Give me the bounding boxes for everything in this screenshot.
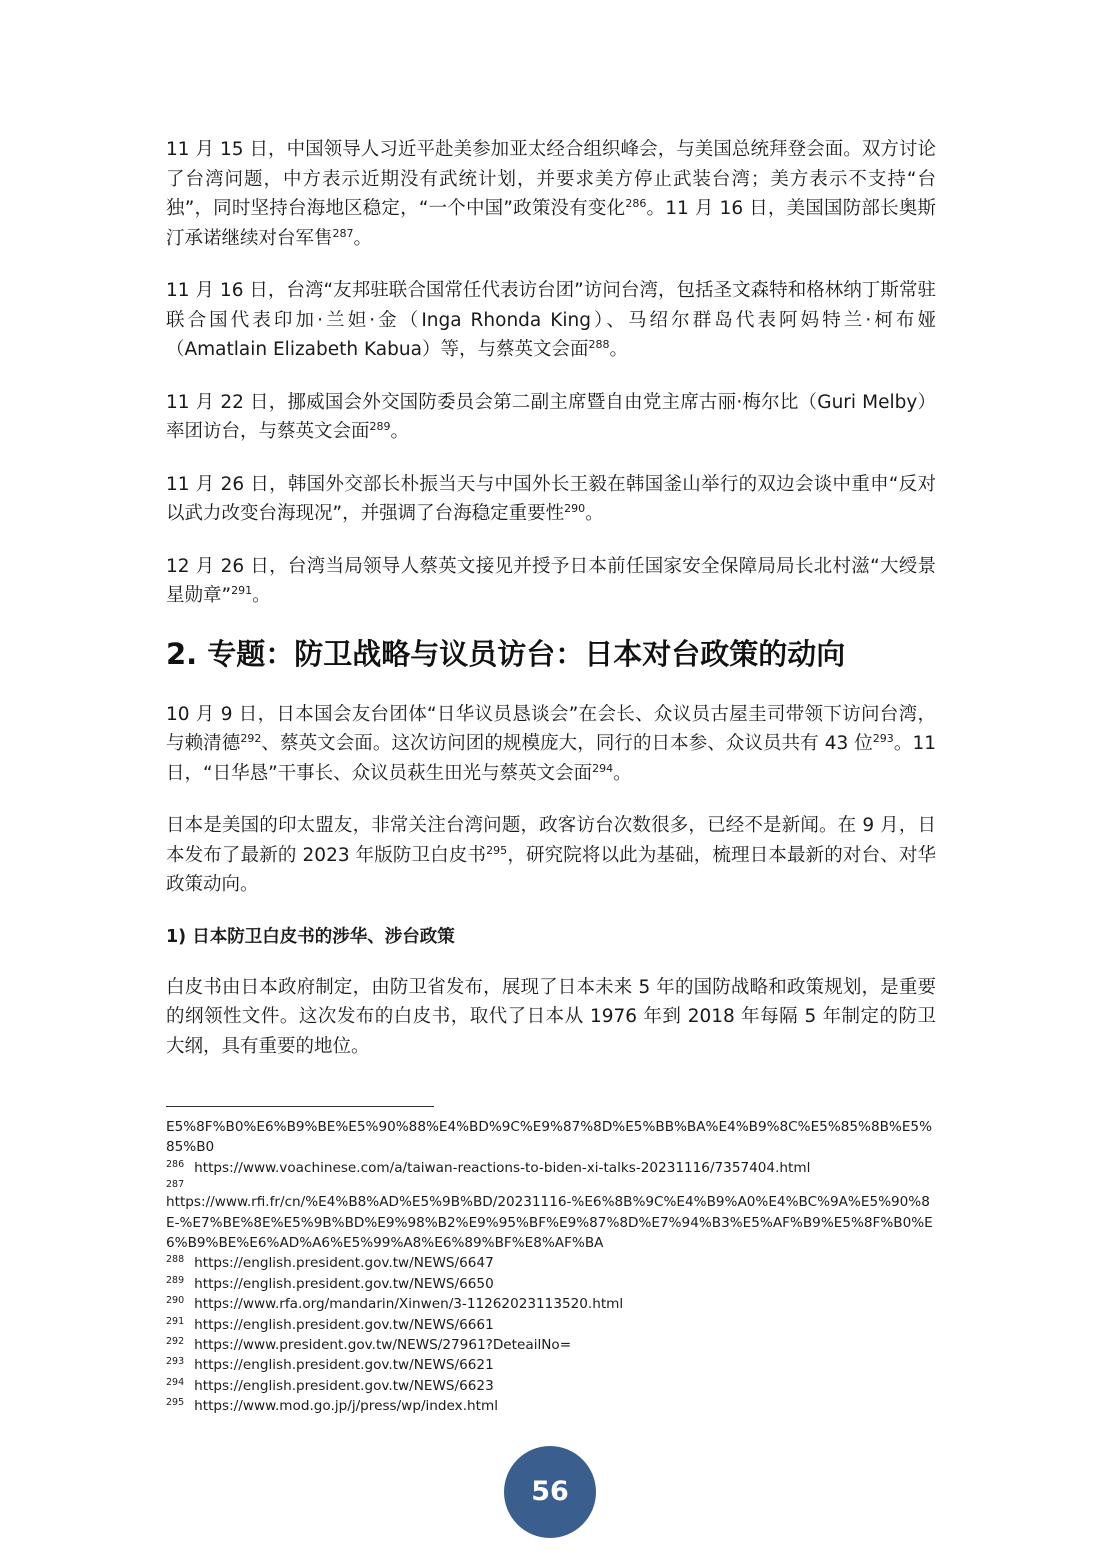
footnote-link[interactable]: https://english.president.gov.tw/NEWS/6623 [194, 1377, 494, 1394]
footnote-number: 289 [166, 1274, 185, 1286]
footnote-number: 295 [166, 1397, 185, 1409]
paragraph: 11 月 26 日，韩国外交部长朴振当天与中国外长王毅在韩国釜山举行的双边会谈中重申“反对以武力改变台海现况”，并强调了台海稳定重要性$^{290}$。 [166, 473, 936, 524]
footnote-link[interactable]: https://www.mod.go.jp/j/press/wp/index.html [194, 1398, 499, 1415]
footnote [166, 1396, 936, 1416]
paragraph: 白皮书由日本政府制定，由防卫省发布，展现了日本未来 5 年的国防战略和政策规划，是重要的纲领性文件。这次发布的白皮书，取代了日本从 1976 年到 2018 年每隔 5 年制定的防卫大纲，具有重要的地位。 [166, 976, 936, 1057]
footnote [166, 1253, 936, 1273]
footnote [166, 1178, 936, 1253]
footnote [166, 1294, 936, 1314]
footnote-ref[interactable]: 292 [240, 731, 262, 745]
footnote-link[interactable]: https://english.president.gov.tw/NEWS/6647 [194, 1255, 494, 1272]
main-content [166, 135, 936, 1084]
subsection-title: 1) 日本防卫白皮书的涉华、涉台政策 [166, 926, 455, 947]
footnote-number: 294 [166, 1376, 185, 1388]
paragraph: 10 月 9 日，日本国会友台团体“日华议员恳谈会”在会长、众议员古屋圭司带领下访问台湾，与赖清德$^{292}$、蔡英文会面。这次访问团的规模庞大，同行的日本参、众议员共有 43 位$^{293}$。11 日，“日华恳”干事长、众议员萩生田光与蔡英文会面$^{294}$。 [166, 703, 936, 784]
footnote-link[interactable]: https://www.rfi.fr/cn/%E4%B8%AD%E5%9B%BD/20231116-%E6%8B%9C%E4%B9%A0%E4%BC%9A%E5%90%8E-%E7%BE%8E%E5%9B%BD%E9%98%B2%E9%95%BF%E9%87%8D%E7%94%B3%E5%AF%B9%E5%8F%B0%E6%B9%BE%E6%AD%A6%E5%99%A8%E6%89%BF%E8%AF%BA [166, 1194, 933, 1252]
footnote [166, 1315, 936, 1335]
paragraph: 日本是美国的印太盟友，非常关注台湾问题，政客访台次数很多，已经不是新闻。在 9 月，日本发布了最新的 2023 年版防卫白皮书$^{295}$，研究院将以此为基础，梳理日本最新的对台、对华政策动向。 [166, 815, 937, 895]
footnote-ref[interactable]: 291 [231, 583, 253, 597]
page-number-badge: 56 [504, 1446, 596, 1538]
footnote-number: 291 [166, 1315, 185, 1327]
footnote-link[interactable]: https://english.president.gov.tw/NEWS/6661 [194, 1316, 494, 1333]
footnote-ref[interactable]: 288 [588, 337, 610, 351]
footnote-ref[interactable]: 287 [332, 226, 354, 240]
footnote-number: 286 [166, 1158, 185, 1170]
footnote-separator [166, 1106, 434, 1107]
footnote-number: 292 [166, 1336, 185, 1348]
footnote-link[interactable]: https://www.voachinese.com/a/taiwan-reactions-to-biden-xi-talks-20231116/7357404.html [194, 1159, 811, 1176]
footnote-link[interactable]: https://www.president.gov.tw/NEWS/27961?DeteailNo= [194, 1337, 572, 1354]
paragraph: 11 月 22 日，挪威国会外交国防委员会第二副主席暨自由党主席古丽·梅尔比（Guri Melby）率团访台，与蔡英文会面$^{289}$。 [166, 391, 936, 442]
footnote-link[interactable]: https://english.president.gov.tw/NEWS/6621 [194, 1357, 494, 1374]
footnote-ref[interactable]: 289 [369, 419, 391, 433]
footnote [166, 1376, 936, 1396]
footnote-ref[interactable]: 294 [592, 761, 614, 775]
footnote-number: 288 [166, 1254, 185, 1266]
footnote-ref[interactable]: 293 [872, 731, 894, 745]
footnote-number: 293 [166, 1356, 185, 1368]
footnote [166, 1274, 936, 1294]
section-title: 2. 专题：防卫战略与议员访台：日本对台政策的动向 [166, 636, 846, 671]
footnote-link[interactable]: https://english.president.gov.tw/NEWS/6650 [194, 1275, 494, 1292]
footnote-number: 290 [166, 1295, 185, 1307]
footnote-ref[interactable]: 286 [625, 196, 647, 210]
footnote-number: 287 [166, 1179, 185, 1191]
paragraph: 12 月 26 日，台湾当局领导人蔡英文接见并授予日本前任国家安全保障局局长北村滋“大绶景星勋章”$^{291}$。 [166, 555, 936, 606]
footnote-ref[interactable]: 295 [486, 843, 508, 857]
footnote-link[interactable]: https://www.rfa.org/mandarin/Xinwen/3-11262023113520.html [194, 1296, 624, 1313]
paragraph: 11 月 16 日，台湾“友邦驻联合国常任代表访台团”访问台湾，包括圣文森特和格林纳丁斯常驻联合国代表印加·兰妲·金（Inga Rhonda King）、马绍尔群岛代表阿妈特兰·柯布娅（Amatlain Elizabeth Kabua）等，与蔡英文会面$^{288}$。 [166, 280, 936, 360]
footnote-continuation[interactable]: E5%8F%B0%E6%B9%BE%E5%90%88%E4%BD%9C%E9%87%8D%E5%BB%BA%E4%B9%8C%E5%85%8B%E5%85%B0 [166, 1119, 932, 1156]
footnote [166, 1158, 936, 1178]
footnote [166, 1335, 936, 1355]
footnotes [166, 1117, 936, 1417]
footnote-ref[interactable]: 290 [564, 501, 586, 515]
paragraph: 11 月 15 日，中国领导人习近平赴美参加亚太经合组织峰会，与美国总统拜登会面。双方讨论了台湾问题，中方表示近期没有武统计划，并要求美方停止武装台湾；美方表示不支持“台独”，同时坚持台海地区稳定，“一个中国”政策没有变化$^{286}$。11 月 16 日，美国国防部长奥斯汀承诺继续对台军售$^{287}$。 [166, 139, 936, 249]
footnote [166, 1355, 936, 1375]
footnote-list [166, 1253, 936, 1416]
